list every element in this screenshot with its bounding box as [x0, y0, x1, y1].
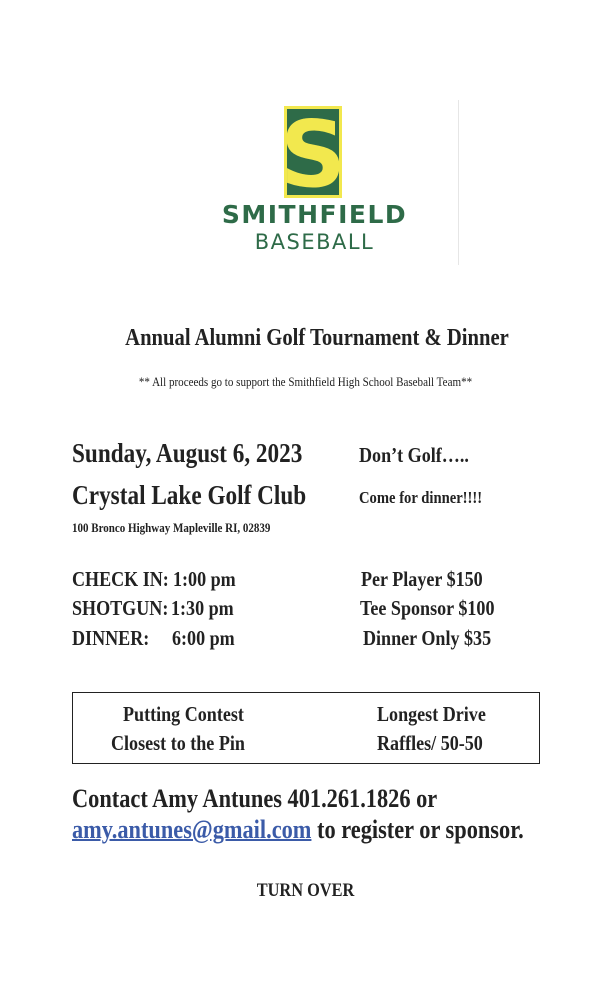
price-per-player: Per Player $150 [361, 567, 483, 591]
price-tee-sponsor: Tee Sponsor $100 [360, 596, 495, 620]
turn-over-note: TURN OVER [256, 880, 355, 901]
event-longest-drive: Longest Drive [377, 702, 486, 726]
event-closest-pin: Closest to the Pin [111, 731, 245, 755]
logo-wordmark: SMITHFIELD [221, 200, 408, 229]
contact-register-line [72, 815, 524, 845]
event-raffles: Raffles/ 50-50 [377, 731, 483, 755]
promo-line-1: Don’t Golf….. [359, 443, 469, 467]
promo-line-2: Come for dinner!!!! [359, 488, 483, 507]
schedule-label-shotgun: SHOTGUN: [72, 596, 169, 620]
schedule-time-dinner: 6:00 pm [172, 626, 235, 650]
schedule-label-checkin: CHECK IN: [72, 567, 169, 591]
venue-address: 100 Bronco Highway Mapleville RI, 02839 [72, 521, 271, 535]
contact-register-text: to register or sponsor. [311, 815, 524, 844]
svg-text:S: S [279, 101, 347, 208]
contact-line: Contact Amy Antunes 401.261.1826 or [72, 784, 438, 813]
contact-email-link[interactable]: amy.antunes@gmail.com [72, 815, 312, 844]
price-dinner-only: Dinner Only $35 [363, 626, 492, 650]
schedule-time-checkin: 1:00 pm [173, 567, 236, 591]
event-putting-contest: Putting Contest [123, 702, 244, 726]
proceeds-note: ** All proceeds go to support the Smithfield High School Baseball Team** [138, 374, 473, 389]
event-venue: Crystal Lake Golf Club [72, 480, 307, 510]
event-date: Sunday, August 6, 2023 [72, 438, 303, 468]
logo-divider [458, 100, 459, 265]
event-title: Annual Alumni Golf Tournament & Dinner [125, 325, 509, 351]
smithfield-s-logo [279, 101, 347, 208]
logo-subwordmark: BASEBALL [254, 230, 375, 254]
schedule-time-shotgun: 1:30 pm [171, 596, 234, 620]
schedule-label-dinner: DINNER: [72, 626, 150, 650]
